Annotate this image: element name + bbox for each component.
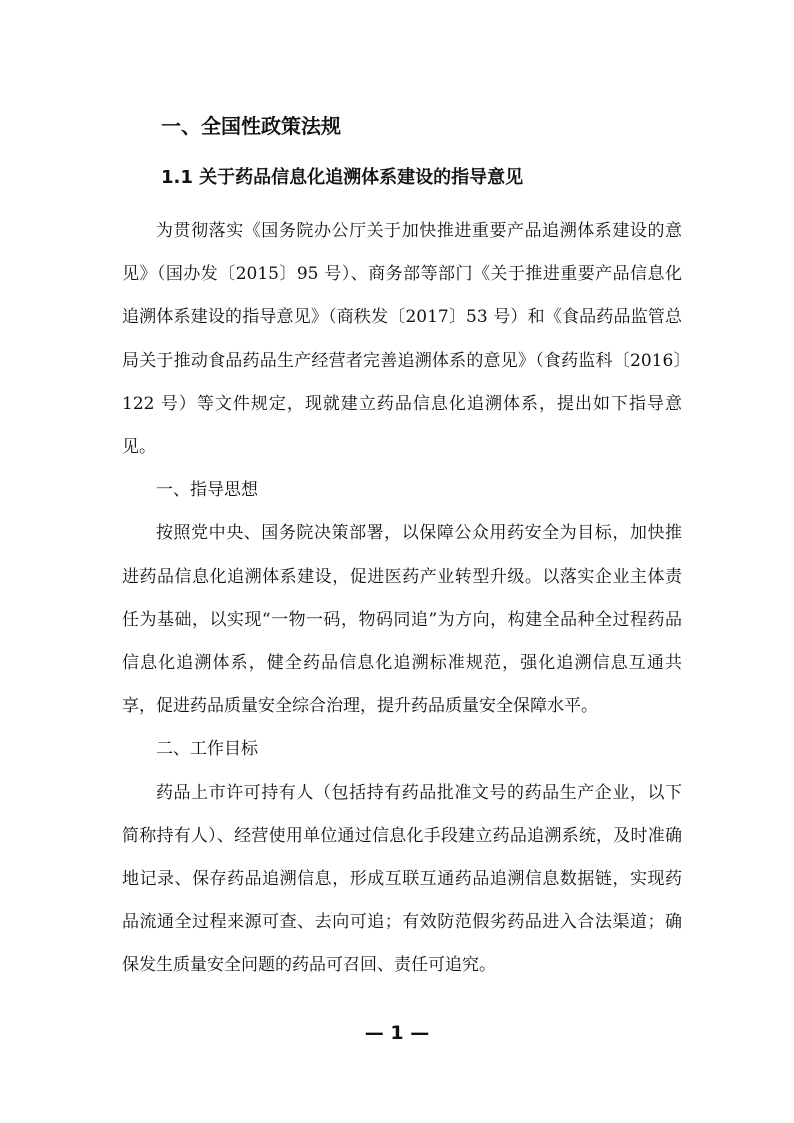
guiding-ideology-paragraph: 按照党中央、国务院决策部署，以保障公众用药安全为目标，加快推进药品信息化追溯体系建设，促进医药产业转型升级。以落实企业主体责任为基础，以实现“一物一码，物码同追”为方向，构建全品种全过程药品信息化追溯体系，健全药品信息化追溯标准规范，强化追溯信息互通共享，促进药品质量安全综合治理，提升药品质量安全保障水平。: [122, 523, 682, 717]
document-body: [122, 210, 682, 988]
subsection-title-guiding-ideology: 一、指导思想: [156, 480, 258, 501]
intro-paragraph: 为贯彻落实《国务院办公厅关于加快推进重要产品追溯体系建设的意见》（国办发〔2015〕95 号）、商务部等部门《关于推进重要产品信息化追溯体系建设的指导意见》（商秩发〔2017〕53 号）和《食品药品监管总局关于推动食品药品生产经营者完善追溯体系的意见》（食药监科〔2016〕122 号）等文件规定，现就建立药品信息化追溯体系，提出如下指导意见。: [122, 221, 682, 458]
chapter-heading: 一、全国性政策法规: [161, 114, 341, 138]
work-goals-paragraph: 药品上市许可持有人（包括持有药品批准文号的药品生产企业，以下简称持有人）、经营使用单位通过信息化手段建立药品追溯系统，及时准确地记录、保存药品追溯信息，形成互联互通药品追溯信息数据链，实现药品流通全过程来源可查、去向可追；有效防范假劣药品进入合法渠道；确保发生质量安全问题的药品可召回、责任可追究。: [122, 782, 682, 976]
section-heading: 1.1 关于药品信息化追溯体系建设的指导意见: [161, 167, 524, 188]
subsection-title-work-goals: 二、工作目标: [156, 739, 258, 760]
page-number: — 1 —: [364, 1022, 430, 1044]
